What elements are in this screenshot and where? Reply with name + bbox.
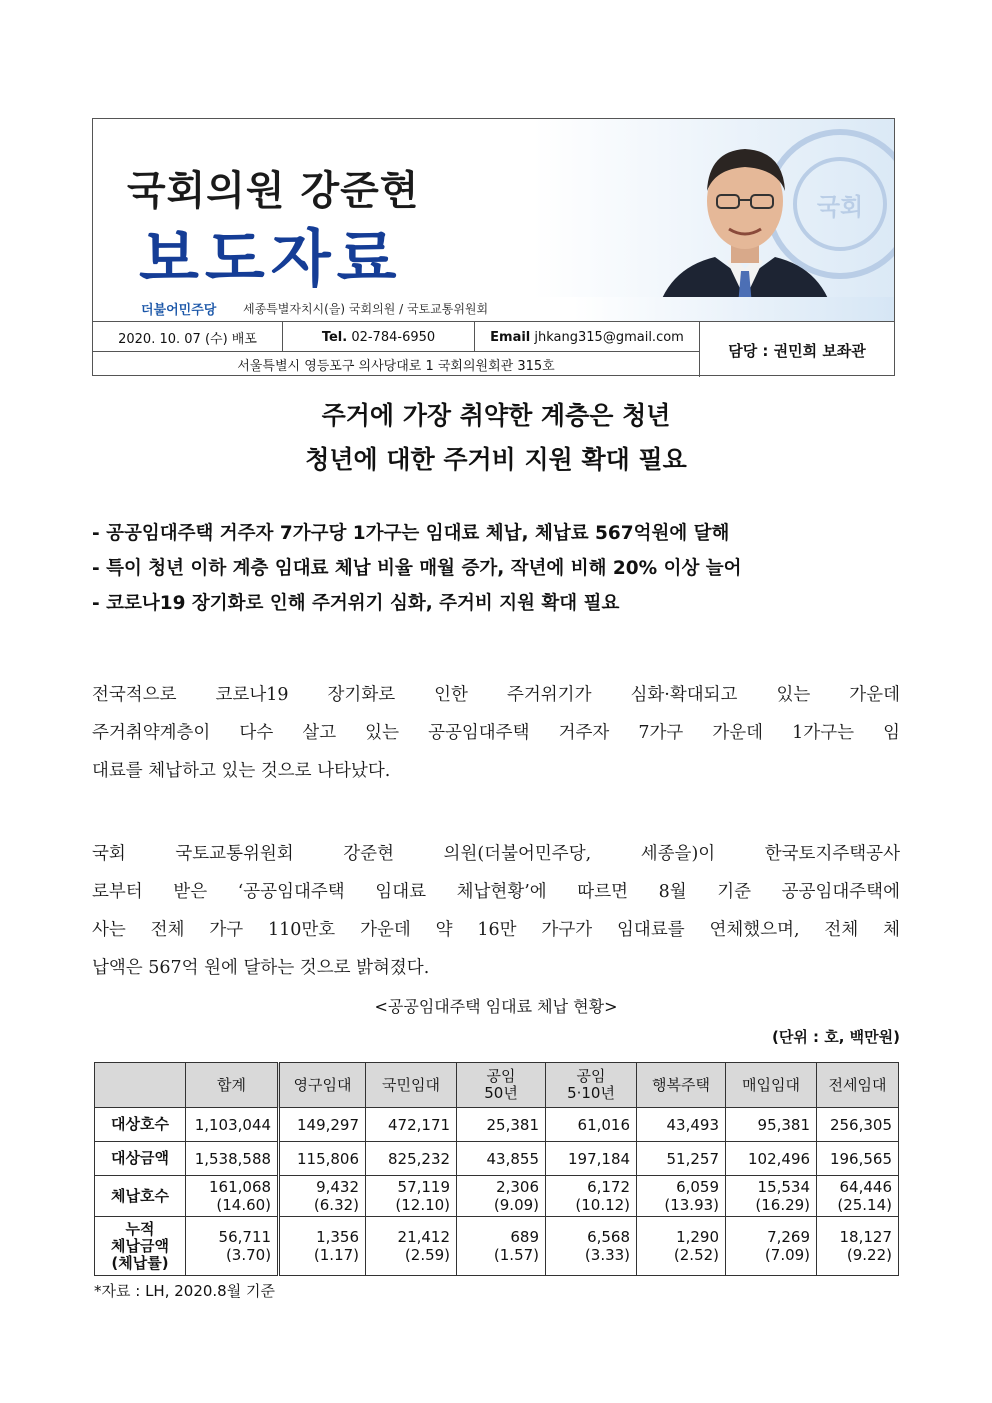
table-unit: (단위 : 호, 백만원) — [771, 1028, 900, 1046]
table-cell — [279, 1142, 366, 1176]
banner-title: 국회의원 강준현 — [127, 168, 420, 214]
table-cell — [726, 1142, 817, 1176]
cell-value: 1,290 — [676, 1228, 720, 1246]
table-cell — [637, 1142, 726, 1176]
cell-rate: (14.60) — [216, 1196, 272, 1214]
cell-value: 115,806 — [296, 1149, 360, 1168]
table-cell — [366, 1108, 457, 1142]
cell-value: 149,297 — [296, 1115, 360, 1134]
table-title: <공공임대주택 임대료 체납 현황> — [374, 997, 618, 1016]
cell-value: 196,565 — [829, 1149, 892, 1168]
table-cell — [279, 1176, 366, 1217]
table-cell — [457, 1108, 546, 1142]
table-cell — [817, 1217, 899, 1276]
paragraph-line: 납액은 567억 원에 달하는 것으로 밝혀졌다. — [92, 958, 430, 978]
cell-value: 25,381 — [486, 1115, 540, 1134]
cell-value: 56,711 — [218, 1228, 272, 1246]
table-header-row — [95, 1063, 899, 1108]
info-row — [93, 321, 894, 360]
seal-text: 국회 — [793, 157, 887, 251]
row-label: 체납호수 — [95, 1176, 186, 1217]
cell-value: 2,306 — [496, 1178, 540, 1196]
table-cell — [366, 1176, 457, 1217]
table-cell — [366, 1217, 457, 1276]
table-row — [95, 1176, 899, 1217]
cell-value: 18,127 — [839, 1228, 892, 1246]
cell-rate: (1.57) — [493, 1246, 540, 1264]
cell-value: 472,171 — [388, 1115, 451, 1134]
cell-value: 64,446 — [839, 1178, 892, 1196]
headline-2: 청년에 대한 주거비 지원 확대 필요 — [305, 445, 687, 474]
cell-value: 197,184 — [568, 1149, 631, 1168]
table-cell — [457, 1176, 546, 1217]
paragraph-line: 사는 전체 가구 110만호 가운데 약 16만 가구가 임대료를 연체했으며, 전체 체 — [92, 920, 900, 940]
cell-value: 825,232 — [388, 1149, 451, 1168]
row-label: 대상호수 — [95, 1108, 186, 1142]
table-cell — [637, 1217, 726, 1276]
cell-value: 161,068 — [209, 1178, 272, 1196]
cell-value: 21,412 — [397, 1228, 451, 1246]
table-header-cell: 국민임대 — [366, 1063, 457, 1108]
cell-rate: (2.59) — [404, 1246, 451, 1264]
cell-rate: (25.14) — [837, 1196, 892, 1214]
cell-value: 1,356 — [316, 1228, 360, 1246]
table-header-cell: 공임 50년 — [457, 1063, 546, 1108]
party-affiliation: 세종특별자치시(을) 국회의원 / 국토교통위원회 — [243, 302, 489, 316]
body-paragraph-1 — [92, 676, 900, 790]
table-cell — [457, 1142, 546, 1176]
bullet-item: - 공공임대주택 거주자 7가구당 1가구는 임대료 체납, 체납료 567억원에 달해 — [92, 523, 730, 544]
cell-value: 15,534 — [757, 1178, 811, 1196]
summary-bullets — [92, 516, 912, 621]
table-header-cell: 매입임대 — [726, 1063, 817, 1108]
table-cell — [637, 1176, 726, 1217]
paragraph-line: 전국적으로 코로나19 장기화로 인한 주거위기가 심화·확대되고 있는 가운데 — [92, 685, 900, 705]
cell-rate: (1.17) — [313, 1246, 360, 1264]
table-cell — [186, 1176, 279, 1217]
cell-value: 256,305 — [829, 1115, 892, 1134]
cell-value: 95,381 — [757, 1115, 811, 1134]
table-header-cell: 행복주택 — [637, 1063, 726, 1108]
table-cell — [546, 1108, 637, 1142]
cell-value: 9,432 — [316, 1178, 360, 1196]
cell-value: 61,016 — [577, 1115, 631, 1134]
table-row — [95, 1217, 899, 1276]
table-cell — [546, 1142, 637, 1176]
party-logo: 더불어민주당 — [141, 303, 217, 318]
body-paragraph-2 — [92, 835, 900, 987]
table-corner-cell — [95, 1063, 186, 1108]
cell-rate: (3.33) — [584, 1246, 631, 1264]
cell-rate: (13.93) — [664, 1196, 720, 1214]
table-cell — [726, 1176, 817, 1217]
cell-rate: (6.32) — [313, 1196, 360, 1214]
paragraph-line: 국회 국토교통위원회 강준현 의원(더불어민주당, 세종을)이 한국토지주택공사 — [92, 844, 900, 864]
bullet-item: - 코로나19 장기화로 인해 주거위기 심화, 주거비 지원 확대 필요 — [92, 593, 620, 614]
table-cell — [186, 1217, 279, 1276]
table-cell — [546, 1217, 637, 1276]
table-source: *자료 : LH, 2020.8월 기준 — [94, 1282, 275, 1300]
arrears-table — [94, 1062, 899, 1276]
table-cell — [457, 1217, 546, 1276]
bullet-item: - 특이 청년 이하 계층 임대료 체납 비율 매월 증가, 작년에 비해 20% 이상 늘어 — [92, 558, 742, 579]
table-header-cell: 합계 — [186, 1063, 279, 1108]
table-cell — [637, 1108, 726, 1142]
table-cell — [186, 1142, 279, 1176]
cell-value: 1,103,044 — [194, 1115, 272, 1134]
table-cell — [817, 1142, 899, 1176]
table-body — [95, 1108, 899, 1276]
cell-rate: (16.29) — [755, 1196, 811, 1214]
cell-rate: (12.10) — [395, 1196, 451, 1214]
table-header-cell: 영구임대 — [279, 1063, 366, 1108]
cell-value: 6,172 — [587, 1178, 631, 1196]
table-cell — [817, 1108, 899, 1142]
banner — [93, 119, 894, 321]
cell-value: 43,493 — [666, 1115, 720, 1134]
table-cell — [186, 1108, 279, 1142]
cell-rate: (7.09) — [764, 1246, 811, 1264]
banner-main-title: 보도자료 — [139, 222, 403, 295]
email-label: Email — [490, 329, 531, 345]
cell-rate: (3.70) — [225, 1246, 272, 1264]
address-row — [93, 351, 700, 377]
table-cell — [279, 1108, 366, 1142]
paragraph-line: 주거취약계층이 다수 살고 있는 공공임대주택 거주자 7가구 가운데 1가구는 임 — [92, 723, 900, 743]
cell-rate: (9.09) — [493, 1196, 540, 1214]
table-cell — [366, 1142, 457, 1176]
table-header-cell: 전세임대 — [817, 1063, 899, 1108]
table-cell — [817, 1176, 899, 1217]
row-label: 누적 체납금액 (체납률) — [95, 1217, 186, 1276]
cell-value: 1,538,588 — [194, 1149, 272, 1168]
table-row — [95, 1142, 899, 1176]
cell-rate: (2.52) — [673, 1246, 720, 1264]
cell-value: 43,855 — [486, 1149, 540, 1168]
cell-value: 102,496 — [748, 1149, 811, 1168]
cell-value: 6,568 — [587, 1228, 631, 1246]
cell-rate: (9.22) — [846, 1246, 892, 1264]
cell-value: 6,059 — [676, 1178, 720, 1196]
office-address: 서울특별시 영등포구 의사당대로 1 국회의원회관 315호 — [93, 352, 700, 377]
email-cell — [475, 322, 700, 352]
cell-rate: (10.12) — [575, 1196, 631, 1214]
release-date: 2020. 10. 07 (수) 배포 — [93, 322, 283, 352]
table-row — [95, 1108, 899, 1142]
paragraph-line: 대료를 체납하고 있는 것으로 나타났다. — [92, 761, 391, 781]
table-cell — [726, 1217, 817, 1276]
cell-value: 57,119 — [397, 1178, 451, 1196]
cell-value: 689 — [510, 1228, 540, 1246]
contact-person: 담당 : 권민희 보좌관 — [728, 341, 866, 360]
table-cell — [726, 1108, 817, 1142]
table-header-cell: 공임 5·10년 — [546, 1063, 637, 1108]
table-cell — [279, 1217, 366, 1276]
cell-value: 7,269 — [767, 1228, 811, 1246]
tel-number: 02-784-6950 — [351, 329, 436, 345]
press-header — [92, 118, 895, 376]
portrait-photo — [645, 129, 845, 321]
cell-value: 51,257 — [666, 1149, 720, 1168]
row-label: 대상금액 — [95, 1142, 186, 1176]
headline-1: 주거에 가장 취약한 계층은 청년 — [321, 401, 671, 430]
table-cell — [546, 1176, 637, 1217]
email-address[interactable]: jhkang315@gmail.com — [534, 329, 684, 345]
tel-label: Tel. — [321, 329, 348, 345]
paragraph-line: 로부터 받은 ‘공공임대주택 임대료 체납현황’에 따르면 8월 기준 공공임대주택에 — [92, 882, 900, 902]
tel-cell — [283, 322, 475, 352]
